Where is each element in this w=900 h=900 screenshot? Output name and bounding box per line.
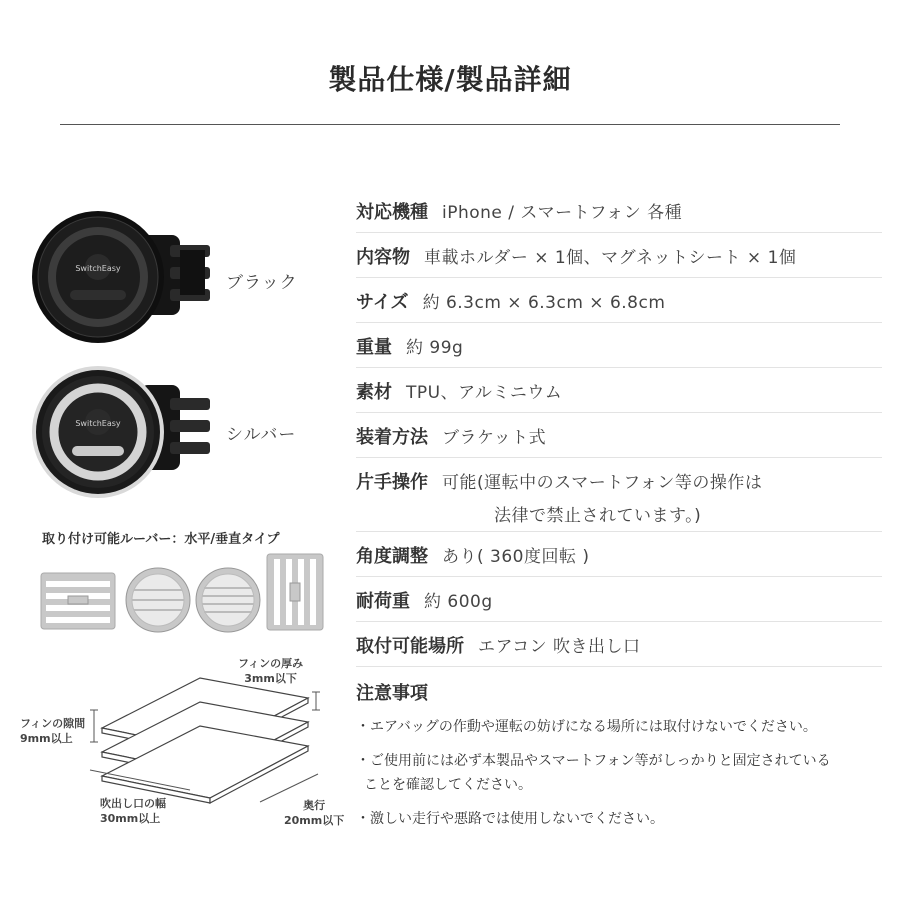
switcheasy-logo: SwitchEasy [75,264,121,273]
notes-heading: 注意事項 [356,683,428,704]
spec-row [356,458,882,532]
louver-horizontal-rect [40,572,116,630]
spec-label: 取付可能場所 [356,636,464,657]
black-color-label: ブラック [226,273,298,293]
spec-label: 耐荷重 [356,591,410,612]
spec-list [356,188,882,831]
fin-dimension-diagram [80,670,340,810]
spec-label: 素材 [356,382,392,403]
louver-title: 取り付け可能ルーバー：水平/垂直タイプ [42,532,280,547]
spec-value: エアコン 吹き出し口 [478,637,641,657]
spec-row [356,368,882,413]
switcheasy-logo-silver: SwitchEasy [75,419,121,428]
louver-round-horizontal-2 [194,566,262,634]
depth-label: 奥行 20mm以下 [284,799,345,827]
spec-value: iPhone / スマートフォン 各種 [442,203,683,223]
spec-row [356,413,882,458]
louver-round-horizontal [124,566,192,634]
fin-thickness-label: フィンの厚み 3mm以下 [238,657,304,685]
spec-value: 約 6.3cm × 6.3cm × 6.8cm [422,293,666,313]
spec-value: ブラケット式 [442,428,547,448]
silver-color-label: シルバー [226,425,297,445]
fin-gap-label: フィンの隙間 9mm以上 [20,717,86,745]
spec-label: サイズ [356,292,409,313]
spec-value: 車載ホルダー × 1個、マグネットシート × 1個 [424,248,797,268]
spec-row [356,233,882,278]
note-item: ・激しい走行や悪路では使用しないでください。 [356,811,664,827]
spec-row [356,323,882,368]
page-title: 製品仕様/製品詳細 [328,63,572,96]
louver-vertical-rect [266,553,324,631]
spec-row [356,622,882,667]
silver-holder-image [30,360,215,510]
spec-label: 内容物 [356,247,410,268]
title-divider [60,124,840,125]
spec-label: 装着方法 [356,427,428,448]
spec-row [356,577,882,622]
spec-value: 可能(運転中のスマートフォン等の操作は 法律で禁止されています。) [442,473,763,526]
spec-label: 角度調整 [356,546,428,567]
black-holder-image [30,205,215,355]
outlet-width-label: 吹出し口の幅 30mm以上 [100,797,166,825]
spec-label: 対応機種 [356,202,428,223]
spec-value: 約 600g [424,592,493,612]
spec-row [356,532,882,577]
spec-value: あり( 360度回転 ) [442,547,590,567]
spec-value: TPU、アルミニウム [406,383,563,403]
spec-label: 片手操作 [356,472,428,493]
note-item: ・ご使用前には必ず本製品やスマートフォン等がしっかりと固定されている ことを確認してください。 [356,753,831,793]
spec-row [356,278,882,323]
note-item: ・エアバッグの作動や運転の妨げになる場所には取付けないでください。 [356,719,817,735]
spec-value: 約 99g [406,338,464,358]
spec-row [356,188,882,233]
spec-label: 重量 [356,337,392,358]
